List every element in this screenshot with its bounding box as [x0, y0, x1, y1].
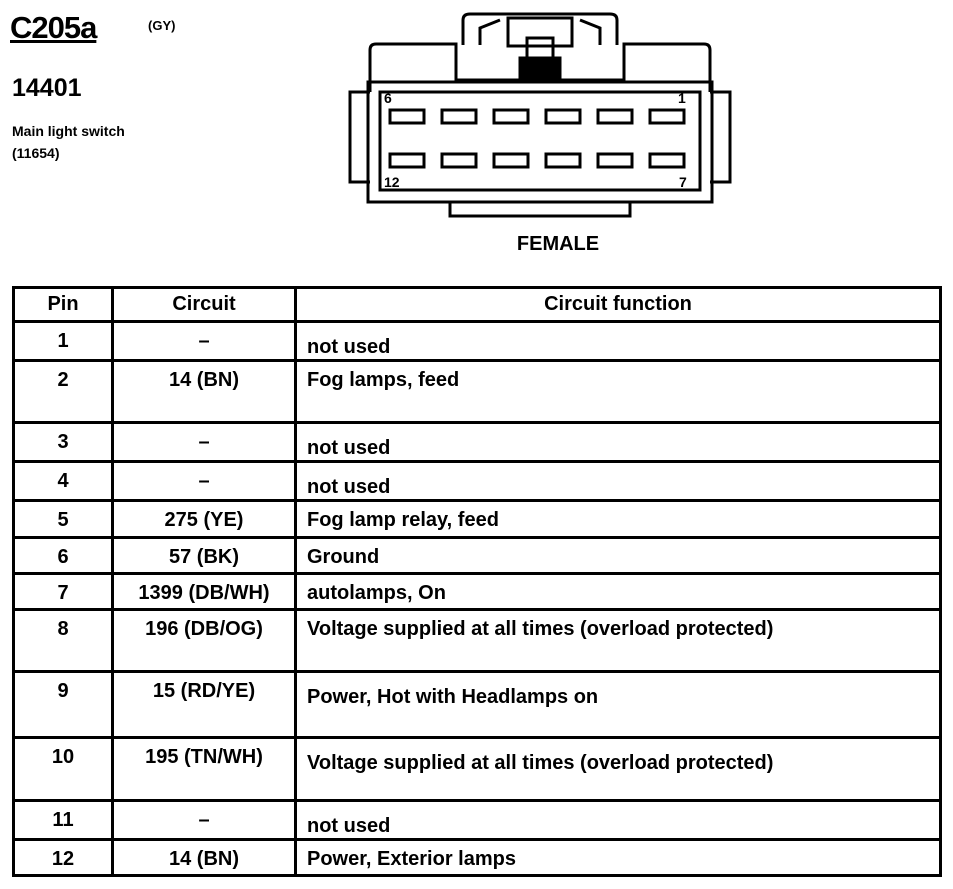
table-row: [14, 574, 941, 610]
header-pin: Pin: [14, 288, 113, 322]
circuit-function: not used: [296, 423, 941, 462]
header-circuit: Circuit: [113, 288, 296, 322]
table-row: [14, 801, 941, 840]
circuit-function: Fog lamp relay, feed: [296, 501, 941, 538]
circuit-code: 196 (DB/OG): [113, 610, 296, 672]
circuit-code: –: [113, 462, 296, 501]
view-label: FEMALE: [516, 233, 600, 255]
pin-label-top-right: 1: [678, 90, 686, 106]
pin-cavity-5: [442, 110, 476, 123]
connector-description-ref: (11654): [12, 145, 60, 161]
table-row: [14, 610, 941, 672]
table-header-row: [14, 288, 941, 322]
pin-label-bottom-right: 7: [679, 174, 687, 190]
connector-color-code: (GY): [148, 18, 176, 33]
connector-id: C205a: [10, 10, 97, 45]
circuit-code: –: [113, 423, 296, 462]
circuit-function: not used: [296, 462, 941, 501]
pin-number: 2: [14, 361, 113, 423]
circuit-function: Power, Hot with Headlamps on: [296, 672, 941, 738]
table-row: [14, 840, 941, 876]
table-row: [14, 501, 941, 538]
pin-cavity-6: [390, 110, 424, 123]
circuit-code: 275 (YE): [113, 501, 296, 538]
circuit-function: Fog lamps, feed: [296, 361, 941, 423]
table-row: [14, 462, 941, 501]
pin-cavity-11: [442, 154, 476, 167]
circuit-code: 14 (BN): [113, 840, 296, 876]
pin-number: 10: [14, 738, 113, 801]
pin-number: 12: [14, 840, 113, 876]
connector-face-diagram: [0, 0, 953, 230]
pin-cavity-7: [650, 154, 684, 167]
pin-cavity-12: [390, 154, 424, 167]
pin-cavity-8: [598, 154, 632, 167]
pin-number: 11: [14, 801, 113, 840]
pin-label-bottom-left: 12: [384, 174, 400, 190]
circuit-function: Ground: [296, 538, 941, 574]
table-row: [14, 361, 941, 423]
pin-cavity-2: [598, 110, 632, 123]
part-number: 14401: [12, 74, 82, 102]
pin-number: 1: [14, 322, 113, 361]
circuit-code: –: [113, 801, 296, 840]
pin-number: 7: [14, 574, 113, 610]
circuit-code: 1399 (DB/WH): [113, 574, 296, 610]
circuit-code: 195 (TN/WH): [113, 738, 296, 801]
circuit-function: autolamps, On: [296, 574, 941, 610]
circuit-code: 57 (BK): [113, 538, 296, 574]
circuit-function: not used: [296, 322, 941, 361]
pinout-table: [12, 286, 942, 877]
pin-number: 4: [14, 462, 113, 501]
table-row: [14, 672, 941, 738]
circuit-function: not used: [296, 801, 941, 840]
pin-number: 9: [14, 672, 113, 738]
table-row: [14, 322, 941, 361]
circuit-function: Power, Exterior lamps: [296, 840, 941, 876]
header-function: Circuit function: [296, 288, 941, 322]
table-row: [14, 423, 941, 462]
pin-number: 6: [14, 538, 113, 574]
pin-cavity-4: [494, 110, 528, 123]
pin-cavity-10: [494, 154, 528, 167]
circuit-function: Voltage supplied at all times (overload protected): [296, 610, 941, 672]
pin-number: 5: [14, 501, 113, 538]
pin-cavity-3: [546, 110, 580, 123]
pin-label-top-left: 6: [384, 90, 392, 106]
circuit-code: 15 (RD/YE): [113, 672, 296, 738]
table-row: [14, 738, 941, 801]
pin-cavity-1: [650, 110, 684, 123]
connector-description: Main light switch: [12, 123, 125, 139]
table-row: [14, 538, 941, 574]
circuit-function: Voltage supplied at all times (overload protected): [296, 738, 941, 801]
pin-number: 3: [14, 423, 113, 462]
circuit-code: 14 (BN): [113, 361, 296, 423]
pin-cavity-9: [546, 154, 580, 167]
circuit-code: –: [113, 322, 296, 361]
pin-number: 8: [14, 610, 113, 672]
